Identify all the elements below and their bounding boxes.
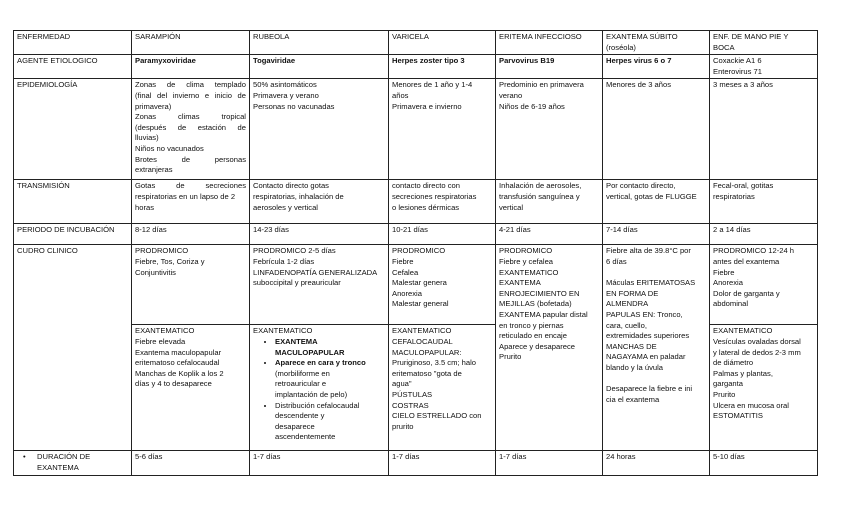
incubacion-varicela: 10-21 días [389, 224, 496, 245]
epidemiologia-varicela: Menores de 1 año y 1-4 años Primavera e invierno [389, 79, 496, 180]
agente-eritema: Parvovirus B19 [496, 55, 603, 79]
header-exantema-subito: EXANTEMA SÚBITO (roséola) [603, 31, 710, 55]
agente-sarampion: Paramyxoviridae [132, 55, 250, 79]
cuadro-mano-exantematico: EXANTEMATICO Vesículas ovaladas dorsal y lateral de dedos 2-3 mm de diámetro Palmas y plantas, garganta Prurito Ulcera en mucosa oral ESTOMATITIS [710, 325, 818, 451]
cuadro-rubeola-prodromico: PRODROMICO 2-5 días Febrícula 1-2 días LINFADENOPATÍA GENERALIZADA suboccipital y preauricular [250, 245, 389, 325]
epidemiologia-label: EPIDEMIOLOGÍA [14, 79, 132, 180]
duracion-exantema: 24 horas [603, 451, 710, 475]
transmision-sarampion: Gotas de secreciones respiratorias en un lapso de 2 horas [132, 180, 250, 224]
transmision-rubeola: Contacto directo gotas respiratorias, inhalación de aerosoles y vertical [250, 180, 389, 224]
agente-varicela: Herpes zoster tipo 3 [389, 55, 496, 79]
row-duracion [14, 451, 818, 475]
duracion-varicela: 1-7 días [389, 451, 496, 475]
row-transmision [14, 180, 818, 224]
cuadro-sarampion-prodromico: PRODROMICO Fiebre, Tos, Coriza y Conjuntivitis [132, 245, 250, 325]
agente-mano: Coxackie A1 6 Enterovirus 71 [710, 55, 818, 79]
transmision-exantema: Por contacto directo, vertical, gotas de FLUGGE [603, 180, 710, 224]
list-item: • EXANTEMA MACULOPAPULAR [275, 337, 385, 358]
header-mano-pie-boca: ENF. DE MANO PIE Y BOCA [710, 31, 818, 55]
row-cuadro-prodromico [14, 245, 818, 325]
agente-rubeola: Togaviridae [250, 55, 389, 79]
row-agente [14, 55, 818, 79]
transmision-mano: Fecal-oral, gotitas respiratorias [710, 180, 818, 224]
duracion-mano: 5-10 días [710, 451, 818, 475]
cuadro-eritema: PRODROMICO Fiebre y cefalea EXANTEMATICO EXANTEMA ENROJECIMIENTO EN MEJILLAS (bofetada) EXANTEMA papular distal en tronco y piernas reticulado en encaje Aparece y desaparece Prurito [496, 245, 603, 451]
header-row [14, 31, 818, 55]
incubacion-exantema: 7-14 días [603, 224, 710, 245]
epidemiologia-rubeola: 50% asintomáticos Primavera y verano Personas no vacunadas [250, 79, 389, 180]
cuadro-mano-prodromico: PRODROMICO 12-24 h antes del exantema Fiebre Anorexia Dolor de garganta y abdominal [710, 245, 818, 325]
transmision-eritema: Inhalación de aerosoles, transfusión sanguínea y vertical [496, 180, 603, 224]
header-rubeola: RUBEOLA [250, 31, 389, 55]
cuadro-sarampion-exantematico: EXANTEMATICO Fiebre elevada Exantema maculopapular eritematoso cefalocaudal Manchas de Koplik a los 2 días y 4 to desaparece [132, 325, 250, 451]
rubeola-exantema-list [253, 337, 385, 443]
cuadro-varicela-exantematico: EXANTEMATICO CEFALOCAUDAL MACULOPAPULAR: Pruriginoso, 3.5 cm; halo eritematoso "gota de agua" PÚSTULAS COSTRAS CIELO ESTRELLADO con prurito [389, 325, 496, 451]
duracion-eritema: 1-7 días [496, 451, 603, 475]
incubacion-eritema: 4-21 días [496, 224, 603, 245]
header-varicela: VARICELA [389, 31, 496, 55]
agente-exantema: Herpes virus 6 o 7 [603, 55, 710, 79]
disease-table [13, 30, 818, 476]
epidemiologia-mano: 3 meses a 3 años [710, 79, 818, 180]
duracion-label: • DURACIÓN DE EXANTEMA [14, 451, 132, 475]
row-incubacion [14, 224, 818, 245]
incubacion-mano: 2 a 14 días [710, 224, 818, 245]
duracion-sarampion: 5-6 días [132, 451, 250, 475]
cuadro-rubeola-exantematico: EXANTEMATICO • EXANTEMA MACULOPAPULAR • Aparece en cara y tronco (morbiliforme en retroauricular e implantación de pelo) • Distribución cefalocaudal descendente y desaparece ascendentemente [250, 325, 389, 451]
epidemiologia-eritema: Predominio en primavera verano Niños de 6-19 años [496, 79, 603, 180]
list-item: • Distribución cefalocaudal descendente y desaparece ascendentemente [275, 401, 385, 443]
header-eritema: ERITEMA INFECCIOSO [496, 31, 603, 55]
cuadro-label: CUDRO CLINICO [14, 245, 132, 451]
row-epidemiologia [14, 79, 818, 180]
agente-label: AGENTE ETIOLOGICO [14, 55, 132, 79]
incubacion-label: PERIODO DE INCUBACIÓN [14, 224, 132, 245]
header-sarampion: SARAMPIÓN [132, 31, 250, 55]
header-enfermedad: ENFERMEDAD [14, 31, 132, 55]
epidemiologia-sarampion: Zonas de clima templado (final del invierno e inicio de primavera) Zonas climas tropical (después de estación de lluvias) Niños no vacunados Brotes de personas extranjeras [132, 79, 250, 180]
cuadro-exantema-subito: Fiebre alta de 39.8°C por 6 días Máculas ERITEMATOSAS EN FORMA DE ALMENDRA PAPULAS EN: Tronco, cara, cuello, extremidades superiores MANCHAS DE NAGAYAMA en paladar blando y la úvula Desaparece la fiebre e ini cia el exantema [603, 245, 710, 451]
incubacion-sarampion: 8-12 días [132, 224, 250, 245]
list-item: • Aparece en cara y tronco (morbiliforme en retroauricular e implantación de pelo) [275, 358, 385, 400]
duracion-rubeola: 1-7 días [250, 451, 389, 475]
transmision-label: TRANSMISIÓN [14, 180, 132, 224]
transmision-varicela: contacto directo con secreciones respiratorias o lesiones dérmicas [389, 180, 496, 224]
incubacion-rubeola: 14-23 días [250, 224, 389, 245]
epidemiologia-exantema: Menores de 3 años [603, 79, 710, 180]
cuadro-varicela-prodromico: PRODROMICO Fiebre Cefalea Malestar genera Anorexia Malestar general [389, 245, 496, 325]
bullet-icon: • [23, 452, 26, 462]
